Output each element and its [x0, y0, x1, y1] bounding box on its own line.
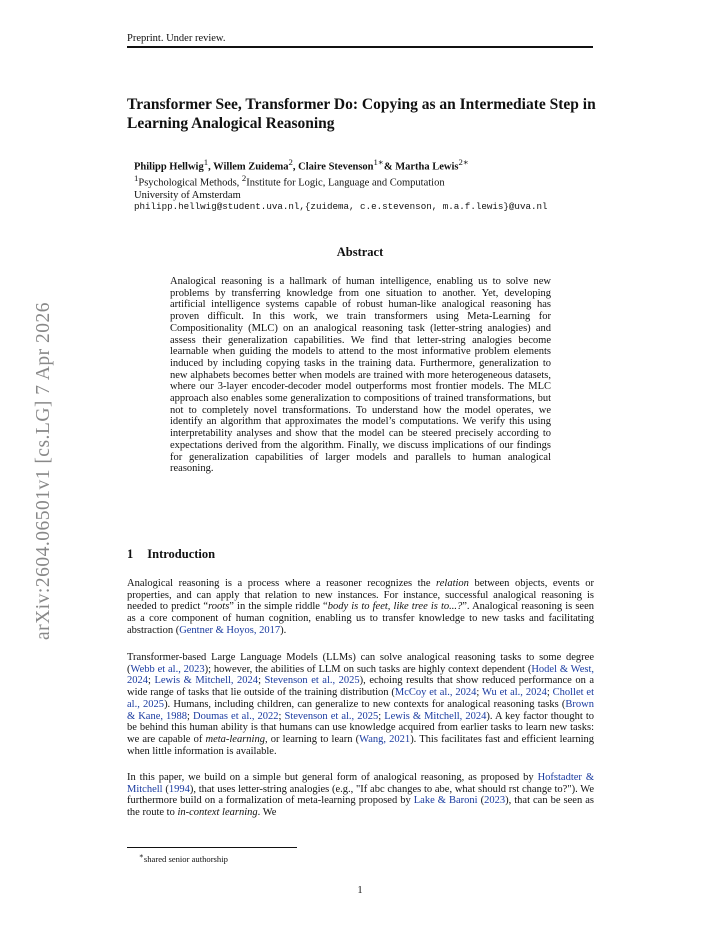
- section-heading: [127, 547, 229, 562]
- intro-paragraph-2: Transformer-based Large Language Models (LLMs) can solve analogical reasoning tasks to some degree (Webb et al., 2023); however, the abilities of LLM on such tasks are highly context dependent (Hodel & West, 2024; Lewis & Mitchell, 2024; Stevenson et al., 2025), echoing results that show reduced performance on a wide range of tasks that lie outside of the training distribution (McCoy et al., 2024; Wu et al., 2024; Chollet et al., 2025). Humans, including children, can generalize to new contexts for analogical reasoning tasks (Brown & Kane, 1988; Doumas et al., 2022; Stevenson et al., 2025; Lewis & Mitchell, 2024). A key factor thought to be behind this human ability is that humans can use knowledge acquired from earlier tasks to learn new tasks: we are capable of meta-learning, or learning to learn (Wang, 2021). This facilitates fast and efficient learning when little information is available.: [127, 652, 595, 757]
- citation-link[interactable]: Lake & Baroni: [413, 795, 478, 807]
- citation-link[interactable]: Hofstadter & Mitchell: [127, 772, 594, 795]
- abstract-text: Analogical reasoning is a hallmark of human intelligence, enabling us to solve new problems by transferring knowledge from one situation to another. Yet, developing artificial intelligence systems capable of robust human-like analogical reasoning has proven difficult. In this work, we train transformers using Meta-Learning for Compositionality (MLC) on an analogical reasoning task (letter-string analogies) and assess their generalization capabilities. We find that letter-string analogies become learnable when guiding the models to attend to the most informative problem elements induced by including copying tasks in the training data. Furthermore, generalization to new alphabets becomes better when models are trained with more heterogeneous datasets, where our 3-layer encoder-decoder model outperforms most frontier models. The MLC approach also enables some generalization to compositions of trained transformations, but not to completely novel transformations. To understand how the model operates, we identify an algorithm that approximates the model’s computations. We verify this using interpretability analyses and show that the model can be steered precisely according to expectations derived from the algorithm. Finally, we discuss implications of our findings for generalization capabilities of larger models and parallels to human analogical reasoning.: [170, 276, 551, 475]
- citation-link[interactable]: Lewis & Mitchell, 2024: [384, 710, 487, 722]
- abstract-heading: Abstract: [336, 245, 384, 259]
- arxiv-identifier[interactable]: arXiv:2604.06501v1 [cs.LG] 7 Apr 2026: [33, 301, 54, 640]
- author-emails[interactable]: philipp.hellwig@student.uva.nl,{zuidema, c.e.stevenson, m.a.f.lewis}@uva.nl: [134, 201, 548, 213]
- affiliations: $^1$Psychological Methods, $^2$Institute for Logic, Language and Computation: [134, 173, 445, 189]
- citation-link[interactable]: 2023: [484, 795, 506, 807]
- header-rule: [127, 46, 593, 48]
- intro-paragraph-1: Analogical reasoning is a process where a reasoner recognizes the relation between objects, events or properties, and can apply that relation to new instances. For instance, successful analogical reasoning is needed to predict “roots” in the simple riddle “body is to feet, like tree is to...?”. Analogical reasoning is seen as a core component of human cognition, enabling us to transfer knowledge to new tasks and facilitating abstraction (Gentner & Hoyos, 2017).: [127, 578, 594, 636]
- section-number: 1: [127, 547, 134, 561]
- running-header: Preprint. Under review.: [127, 33, 226, 44]
- author-name: Willem Zuidema: [213, 161, 289, 173]
- citation-link[interactable]: Webb et al., 2023: [130, 663, 205, 675]
- citation-link[interactable]: Brown & Kane, 1988: [127, 698, 595, 722]
- citation-link[interactable]: Stevenson et al., 2025: [264, 675, 360, 687]
- intro-paragraph-3: In this paper, we build on a simple but general form of analogical reasoning, as proposed by Hofstadter & Mitchell (1994), that uses letter-string analogies (e.g., "If abc changes to abe, what should rst change to?"). We furthermore build on a formalization of meta-learning proposed by Lake & Baroni (2023), that can be seen as the route to in-context learning. We: [127, 772, 595, 819]
- citation-link[interactable]: McCoy et al., 2024: [394, 687, 477, 699]
- citation-link[interactable]: Gentner & Hoyos, 2017: [179, 624, 281, 636]
- citation-link[interactable]: 1994: [168, 783, 190, 795]
- author-block: [134, 157, 594, 213]
- page-number: 1: [357, 885, 363, 896]
- citation-link[interactable]: Stevenson et al., 2025: [284, 710, 379, 722]
- author-name: Claire Stevenson: [298, 161, 374, 173]
- footnote-rule: [127, 847, 297, 848]
- citation-link[interactable]: Wu et al., 2024: [482, 687, 547, 699]
- author-name: Martha Lewis: [395, 161, 459, 173]
- university: University of Amsterdam: [134, 189, 241, 201]
- citation-link[interactable]: Hodel & West, 2024: [127, 663, 595, 687]
- author-name: Philipp Hellwig: [134, 161, 204, 173]
- citation-link[interactable]: Chollet et al., 2025: [127, 687, 594, 710]
- citation-link[interactable]: Doumas et al., 2022: [193, 710, 279, 722]
- author-names: Philipp Hellwig$^1$, Willem Zuidema$^2$, Claire Stevenson$^{1∗}$& Martha Lewis$^{2∗}$: [134, 157, 469, 173]
- citation-link[interactable]: Wang, 2021: [359, 733, 411, 745]
- citation-link[interactable]: Lewis & Mitchell, 2024: [154, 675, 259, 687]
- paper-title: Transformer See, Transformer Do: Copying as an Intermediate Step in Learning Analogical Reasoning: [127, 96, 596, 132]
- footnote: ∗shared senior authorship: [139, 852, 228, 864]
- section-title: Introduction: [147, 547, 216, 561]
